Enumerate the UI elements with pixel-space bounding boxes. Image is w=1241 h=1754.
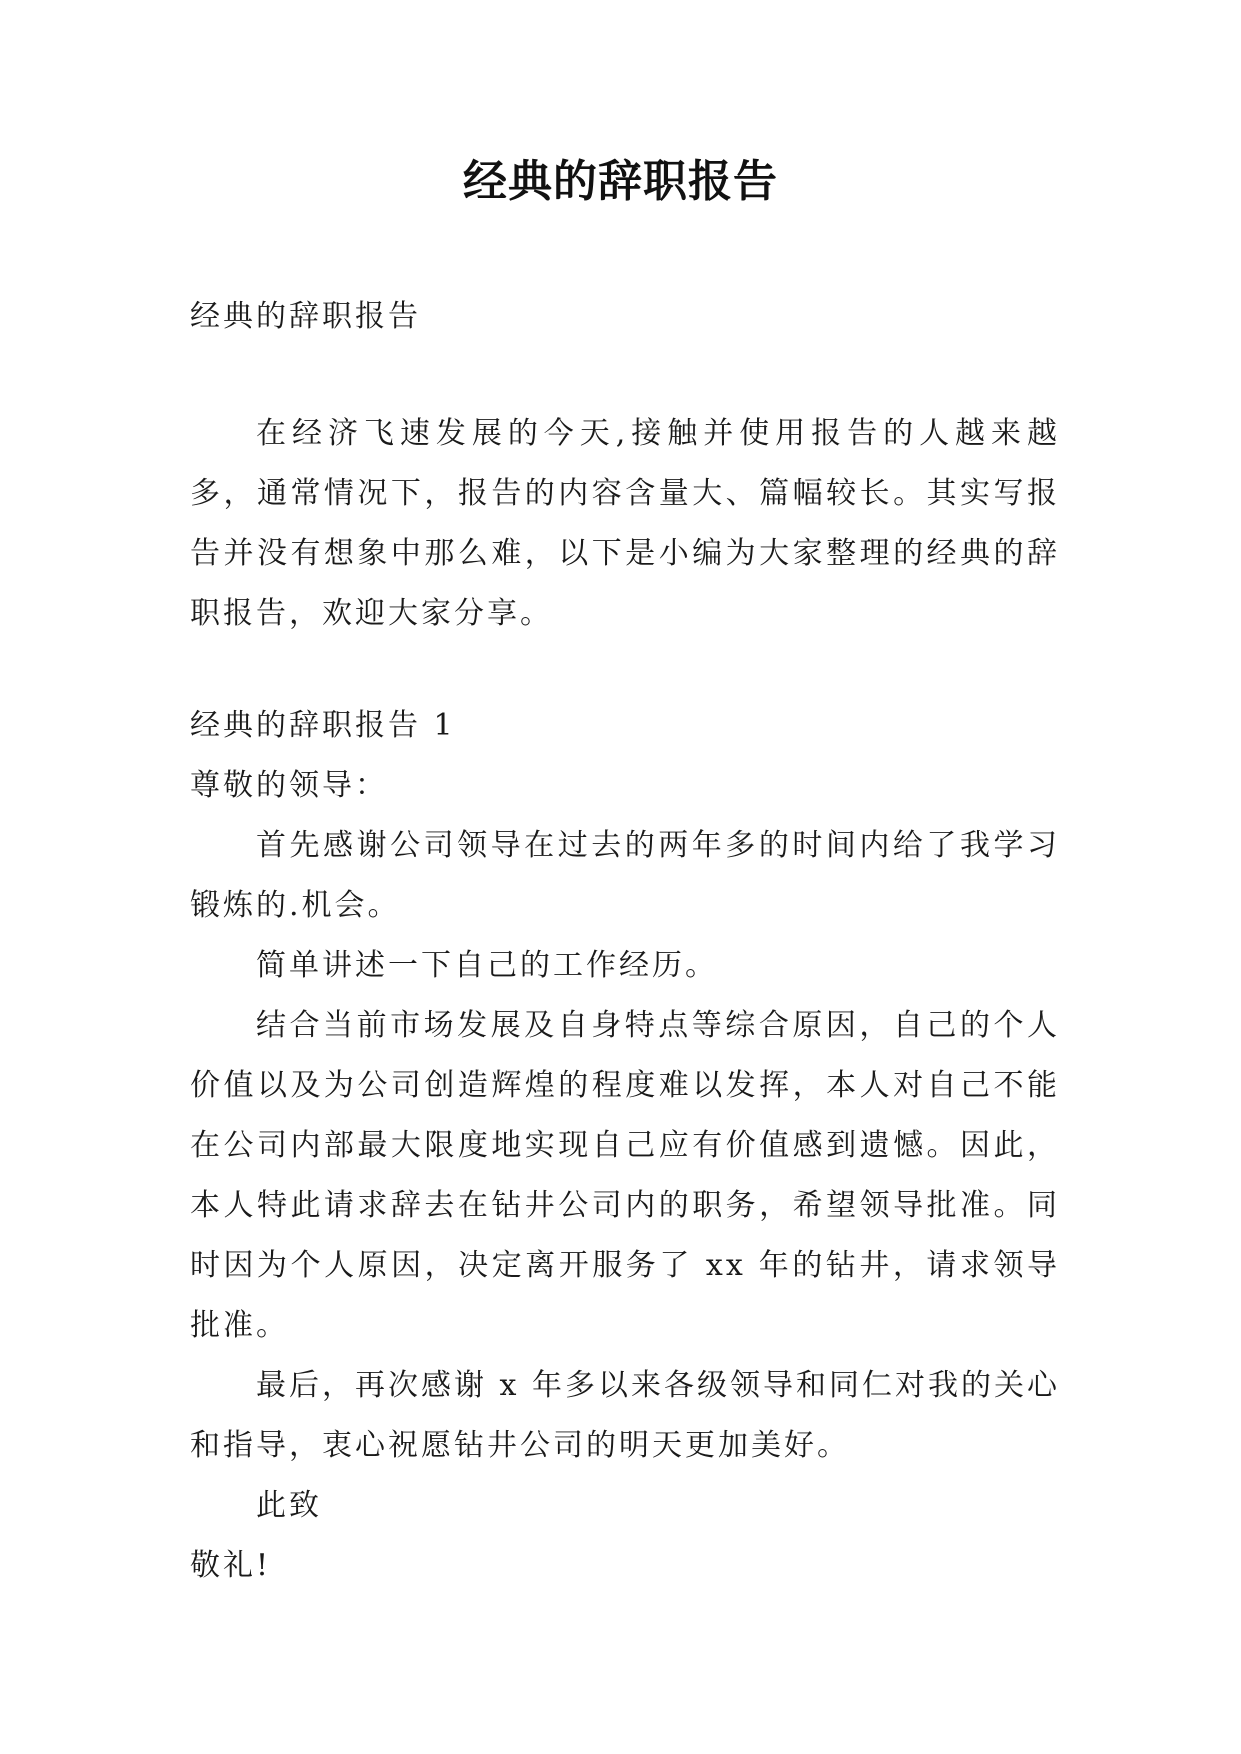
regards-line: 敬礼!: [190, 1548, 272, 1583]
document-heading: 经典的辞职报告: [190, 299, 421, 334]
intro-paragraph: 在经济飞速发展的今天,接触并使用报告的人越来越多，通常情况下，报告的内容含量大、篇幅较长。其实写报告并没有想象中那么难，以下是小编为大家整理的经典的辞职报告，欢迎大家分享。: [190, 416, 1060, 631]
body-paragraph-3: 结合当前市场发展及自身特点等综合原因，自己的个人价值以及为公司创造辉煌的程度难以发挥，本人对自己不能在公司内部最大限度地实现自己应有价值感到遗憾。因此，本人特此请求辞去在钻井公司内的职务，希望领导批准。同时因为个人原因，决定离开服务了 xx 年的钻井，请求领导批准。: [190, 1008, 1060, 1343]
section-title: 经典的辞职报告 1: [190, 708, 456, 743]
closing-line: 此致: [256, 1488, 322, 1523]
document-title: 经典的辞职报告: [463, 156, 778, 207]
body-paragraph-1: 首先感谢公司领导在过去的两年多的时间内给了我学习锻炼的.机会。: [190, 828, 1060, 923]
document-body: [190, 287, 1060, 1596]
salutation: 尊敬的领导：: [190, 768, 388, 803]
body-paragraph-4: 最后，再次感谢 x 年多以来各级领导和同仁对我的关心和指导，衷心祝愿钻井公司的明天更加美好。: [190, 1368, 1060, 1463]
body-paragraph-2: 简单讲述一下自己的工作经历。: [256, 948, 718, 983]
